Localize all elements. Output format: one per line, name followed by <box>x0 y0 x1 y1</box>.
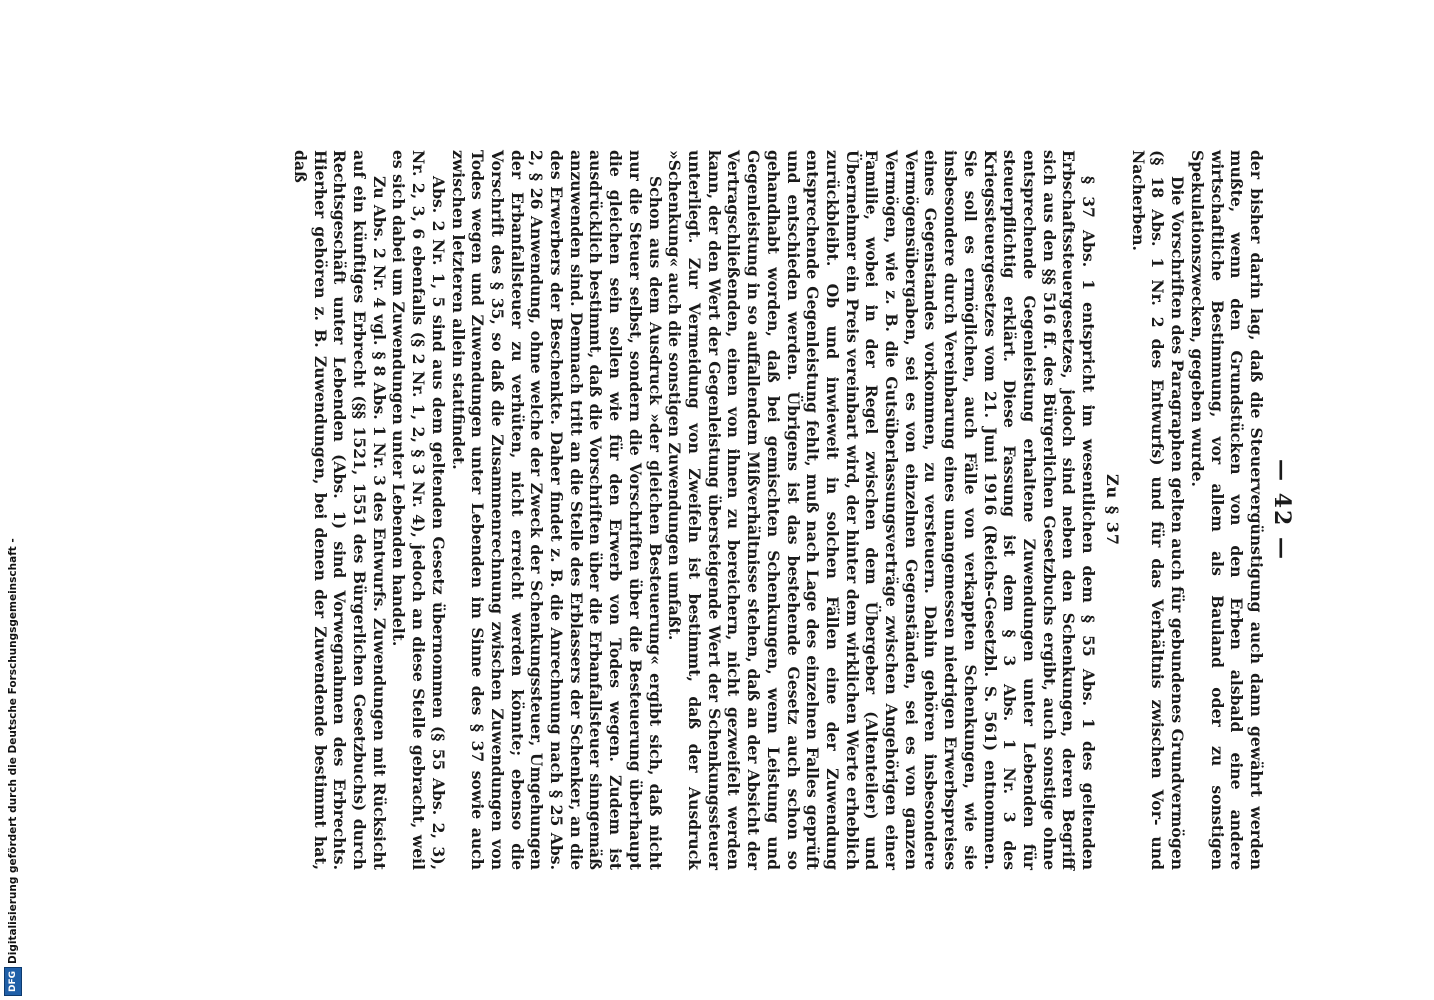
paragraph-4: Schon aus dem Ausdruck »der gleichen Besteuerung« ergibt sich, daß nicht nur die Steuer selbst, sondern die Vorschriften über die Besteuerung überhaupt die gleichen sein sollen wie für den Erwerb von Todes wegen. Zudem ist ausdrücklich bestimmt, daß die Vorschriften über die Erbanfallsteuer sinngemäß anzuwenden sind. Demnach tritt an die Stelle des Erblassers der Schenker, an die des Erwerbers der Beschenkte. Daher findet z. B. die Anrechnung nach § 25 Abs. 2, § 26 Anwendung, ohne welche der Zweck der Schenkungssteuer, Umgehungen der Erbanfallsteuer zu verhüten, nicht erreicht werden könnte; ebenso die Vorschrift des § 35, so daß die Zusammenrechnung zwischen Zuwendungen von Todes wegen und Zuwendungen unter Lebenden im Sinne des § 37 sowie auch zwischen letzteren allein stattfindet. <box>448 150 665 870</box>
dfg-logo-icon: DFG <box>4 967 22 996</box>
paragraph-2: Die Vorschriften des Paragraphen gelten auch für gebundenes Grundvermögen (§ 18 Abs. 1 Nr. 2 des Entwurfs) und für das Verhältnis zwischen Vor- und Nacherben. <box>1128 150 1188 870</box>
scanned-page-area <box>150 150 1300 870</box>
body-text <box>290 150 1266 870</box>
credit-text: Digitalisierung gefördert durch die Deutsche Forschungsgemeinschaft - <box>7 538 19 964</box>
digitization-credit <box>2 0 24 996</box>
paragraph-3: § 37 Abs. 1 entspricht im wesentlichen dem § 55 Abs. 1 des geltenden Erbschaftssteuergesetzes, jedoch sind neben den Schenkungen, deren Begriff sich aus den §§ 516 ff. des Bürgerlichen Gesetzbuchs ergibt, auch sonstige ohne entsprechende Gegenleistung erhaltene Zuwendungen unter Lebenden für steuerpflichtig erklärt. Diese Fassung ist dem § 3 Abs. 1 Nr. 3 des Kriegssteuergesetzes vom 21. Juni 1916 (Reichs-Gesetzbl. S. 561) entnommen. Sie soll es ermöglichen, auch Fälle von verkappten Schenkungen, wie sie insbesondere durch Vereinbarung eines unangemessen niedrigen Erwerbspreises eines Gegenstandes vorkommen, zu versteuern. Dahin gehören insbesondere Vermögensübergaben, sei es von einzelnen Gegenständen, sei es von ganzen Vermögen, wie z. B. die Gutsüberlassungsverträge zwischen Angehörigen einer Familie, wobei in der Regel zwischen dem Übergeber (Altenteiler) und Übernehmer ein Preis vereinbart wird, der hinter dem wirklichen Werte erheblich zurückbleibt. Ob und inwieweit in solchen Fällen eine der Zuwendung entsprechende Gegenleistung fehlt, muß nach Lage des einzelnen Falles geprüft und entschieden werden. Übrigens ist das bestehende Gesetz auch schon so gehandhabt worden, daß bei gemischten Schenkungen, wenn Leistung und Gegenleistung in so auffallendem Mißverhältnisse stehen, daß an der Absicht der Vertragschließenden, einen von ihnen zu bereichern, nicht gezweifelt werden kann, der den Wert der Gegenleistung übersteigende Wert der Schenkungssteuer unterliegt. Zur Vermeidung von Zweifeln ist bestimmt, daß der Ausdruck »Schenkung« auch die sonstigen Zuwendungen umfaßt. <box>665 150 1099 870</box>
paragraph-5: Abs. 2 Nr. 1, 5 sind aus dem geltenden Gesetz übernommen (§ 55 Abs. 2, 3), Nr. 2, 3, 6 ebenfalls (§ 2 Nr. 1, 2, § 3 Nr. 4), jedoch an diese Stelle gebracht, weil es sich dabei um Zuwendungen unter Lebenden handelt. <box>389 150 448 870</box>
page-number: — 42 — <box>1269 459 1295 561</box>
document-page <box>150 150 1300 870</box>
paragraph-6: Zu Abs. 2 Nr. 4 vgl. § 8 Abs. 1 Nr. 3 des Entwurfs. Zuwendungen mit Rücksicht auf ein künftiges Erbrecht (§§ 1521, 1551 des Bürgerlichen Gesetzbuchs) durch Rechtsgeschäft unter Lebenden (Abs. 1) sind Vorwegnahmen des Erbrechts. Hierher gehören z. B. Zuwendungen, bei denen der Zuwendende bestimmt hat, daß <box>290 150 389 870</box>
section-heading: Zu § 37 <box>1103 473 1123 547</box>
paragraph-1: der bisher darin lag, daß die Steuervergünstigung auch dann gewährt werden mußte, wenn den Grundstücken von den Erben alsbald eine andere wirtschaftliche Bestimmung, vor allem als Bauland oder zu sonstigen Spekulationszwecken, gegeben wurde. <box>1187 150 1266 870</box>
